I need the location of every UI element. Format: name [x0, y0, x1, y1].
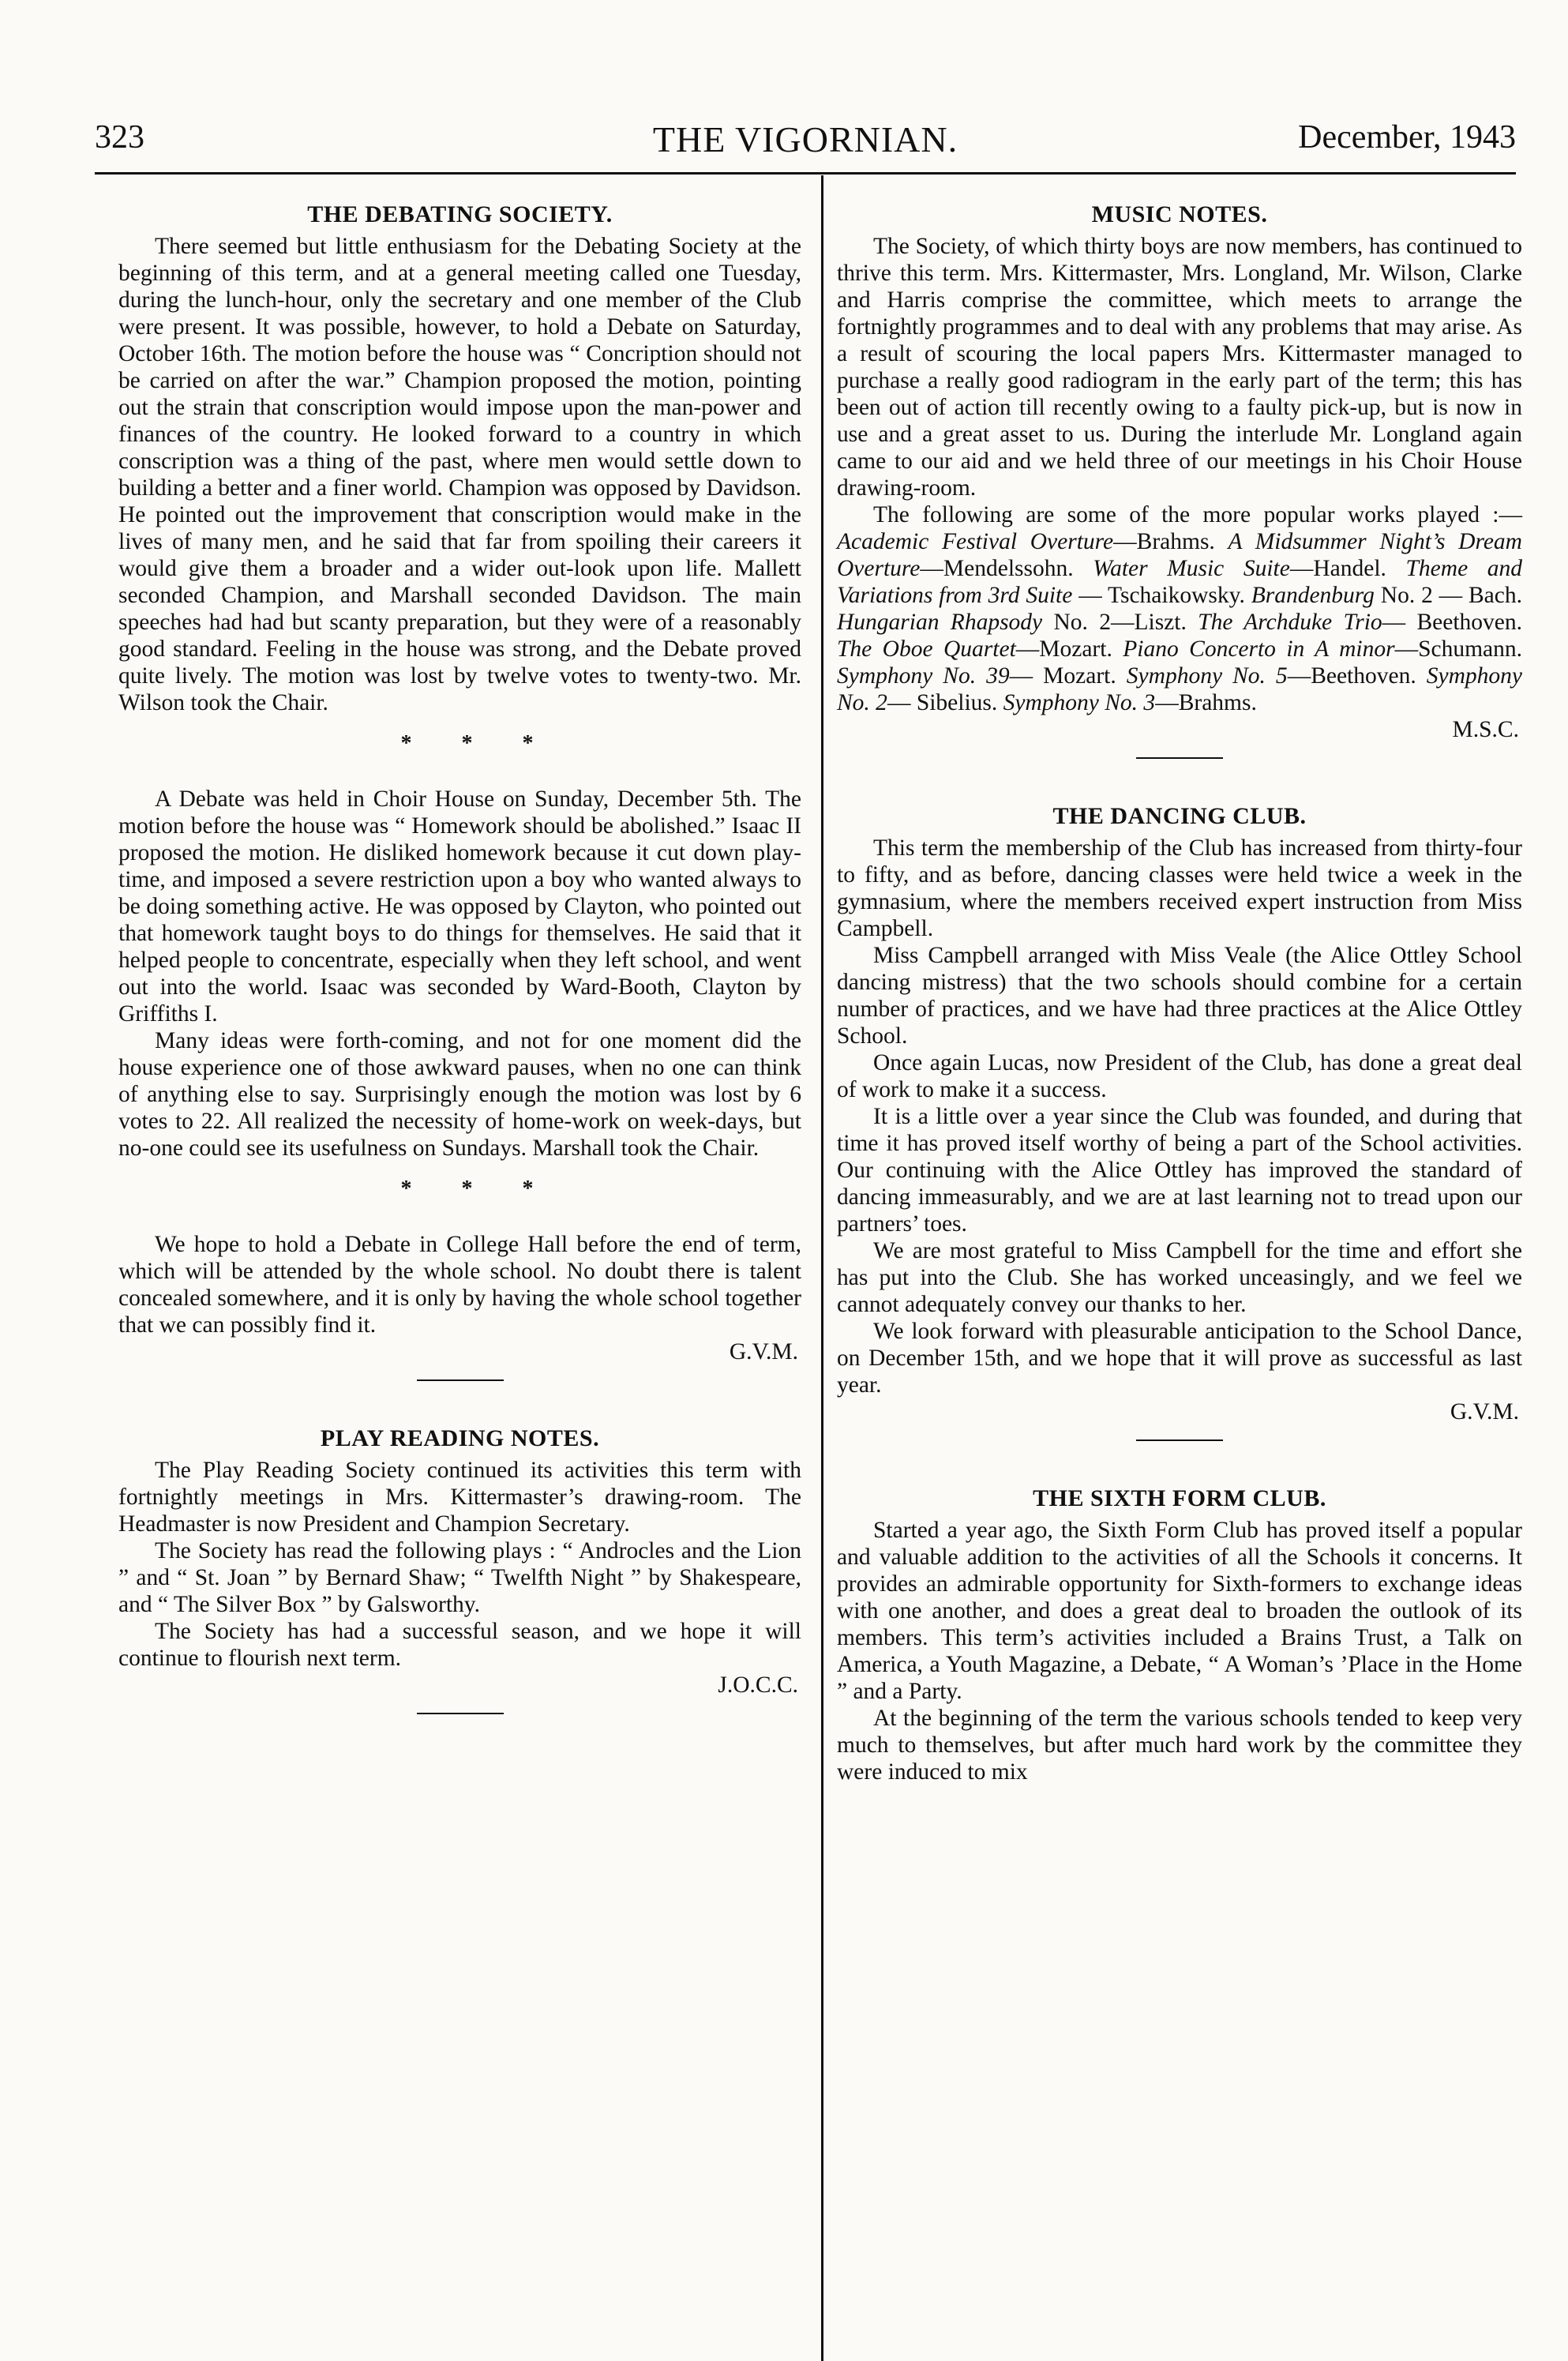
music-work-composer: — Beethoven. — [1382, 610, 1523, 635]
section-divider — [417, 1713, 504, 1714]
music-work-composer: —Handel. — [1289, 556, 1406, 581]
music-work-title: Symphony No. 5 — [1126, 663, 1288, 689]
music-work-composer: — Sibelius. — [887, 690, 1003, 715]
music-work-title: Theme and Variations from 3rd Suite — [837, 556, 1523, 608]
music-work-composer: —Brahms. — [1155, 690, 1257, 715]
music-work-title: Water Music Suite — [1093, 556, 1290, 581]
play-reading-signature: J.O.C.C. — [718, 1672, 798, 1698]
dancing-paragraph-3: Once again Lucas, now President of the Club, has done a great deal of work to make it a success. — [837, 1050, 1522, 1102]
sixth-form-paragraph-2: At the beginning of the term the various schools tended to keep very much to themselves, but after much hard work by the committee they were induced to mix — [837, 1706, 1522, 1785]
music-work-composer: —Beethoven. — [1287, 663, 1427, 689]
dancing-paragraph-2: Miss Campbell arranged with Miss Veale (the Alice Ottley School dancing mistress) that the two schools should combine for a certain number of practices, and we have had three practices at the Alice Ottley School. — [837, 943, 1522, 1049]
music-works-list — [837, 529, 1522, 715]
music-work-composer: — Tschaikowsky. — [1072, 583, 1251, 608]
music-work-composer: —Schumann. — [1394, 636, 1522, 662]
dancing-club-section — [837, 803, 1522, 1441]
debating-paragraph-3: Many ideas were forth-coming, and not for one moment did the house experience one of those awkward pauses, when no one can think of anything else to say. Surprisingly enough the motion was lost by 6 votes to 22. All realized the necessity of home-work on week-days, but no-one could see its usefulness on Sundays. Marshall took the Chair. — [118, 1028, 801, 1161]
music-notes-heading: MUSIC NOTES. — [1091, 201, 1268, 227]
column-divider — [821, 175, 823, 2361]
music-work-composer: No. 2 — Bach. — [1374, 583, 1522, 608]
play-reading-paragraph-3: The Society has had a successful season, and we hope it will continue to flourish next term. — [118, 1619, 801, 1671]
header-rule — [95, 172, 1516, 175]
dancing-paragraph-4: It is a little over a year since the Club was founded, and during that time it has proved itself worthy of being a part of the School activities. Our continuing with the Alice Ottley has improved the standard of dancing immeasurably, and we are at last learning not to tread upon our partners’ toes. — [837, 1104, 1522, 1237]
music-notes-section — [837, 201, 1522, 759]
sixth-form-club-heading: THE SIXTH FORM CLUB. — [1033, 1485, 1326, 1511]
sixth-form-paragraph-1: Started a year ago, the Sixth Form Club has proved itself a popular and valuable addition to the activities of all the Schools it concerns. It provides an admirable opportunity for Sixth-formers to exchange ideas with one another, and does a great deal to broaden the outlook of its members. This term’s activities included a Brains Trust, a Talk on America, a Youth Magazine, a Debate, “ A Woman’s ’Place in the Home ” and a Party. — [837, 1518, 1522, 1704]
music-work-title: The Oboe Quartet — [837, 636, 1016, 662]
music-paragraph-1: The Society, of which thirty boys are now members, has continued to thrive this term. Mrs. Kittermaster, Mrs. Longland, Mr. Wilson, Clarke and Harris comprise the committee, which meets to arrange the fortnightly programmes and to deal with any problems that may arise. As a result of scouring the local papers Mrs. Kittermaster managed to purchase a really good radiogram in the early part of the term; this has been out of action till recently owing to a faulty pick-up, but is now in use and a great asset to us. During the interlude Mr. Longland again came to our aid and we held three of our meetings in his Choir House drawing-room. — [837, 234, 1522, 501]
music-work-composer: —Mozart. — [1015, 636, 1123, 662]
debating-signature: G.V.M. — [729, 1339, 798, 1364]
music-work-composer: —Mendelssohn. — [920, 556, 1093, 581]
music-works-intro: The following are some of the more popular works played :— — [873, 502, 1522, 527]
music-work-composer: — Mozart. — [1009, 663, 1127, 689]
music-work-title: The Archduke Trio — [1198, 610, 1382, 635]
play-reading-paragraph-1: The Play Reading Society continued its activities this term with fortnightly meetings in Mrs. Kittermaster’s drawing-room. The Headmaster is now President and Champion Secretary. — [118, 1458, 801, 1537]
debating-paragraph-2: A Debate was held in Choir House on Sunday, December 5th. The motion before the house was “ Homework should be abolished.” Isaac II proposed the motion. He disliked homework because it cut down play-time, and imposed a severe restriction upon a boy who wanted always to be doing something active. He was opposed by Clayton, who pointed out that homework taught boys to do things for themselves. He said that it helped people to concentrate, especially when they left school, and went out into the world. Isaac was seconded by Ward-Booth, Clayton by Griffiths I. — [118, 786, 801, 1027]
journal-title: THE VIGORNIAN. — [652, 119, 958, 160]
dancing-club-heading: THE DANCING CLUB. — [1052, 803, 1307, 829]
right-column — [837, 201, 1522, 1785]
debating-paragraph-4: We hope to hold a Debate in College Hall before the end of term, which will be attended by the whole school. No doubt there is talent concealed somewhere, and it is only by having the whole school together that we can possibly find it. — [118, 1232, 801, 1338]
music-work-title: Symphony No. 2 — [837, 663, 1523, 715]
play-reading-paragraph-2: The Society has read the following plays : “ Androcles and the Lion ” and “ St. Joan ” by Bernard Shaw; “ Twelfth Night ” by Shakespeare, and “ The Silver Box ” by Galsworthy. — [118, 1538, 801, 1617]
dancing-paragraph-5: We are most grateful to Miss Campbell for the time and effort she has put into the Club. She has worked unceasingly, and we feel we cannot adequately convey our thanks to her. — [837, 1238, 1522, 1317]
music-work-title: Symphony No. 3 — [1003, 690, 1156, 715]
music-work-composer: No. 2—Liszt. — [1042, 610, 1199, 635]
debating-paragraph-1: There seemed but little enthusiasm for the Debating Society at the beginning of this term, and at a general meeting called one Tuesday, during the lunch-hour, only the secretary and one member of the Club were present. It was possible, however, to hold a Debate on Saturday, October 16th. The motion before the house was “ Concription should not be carried on after the war.” Champion proposed the motion, pointing out the strain that conscription would impose upon the man-power and finances of the country. He looked forward to a country in which conscription was a thing of the past, where men would settle down to building a better and a finer world. Champion was opposed by Davidson. He pointed out the improvement that conscription would make in the lives of many men, and he said that far from spoiling their careers it would give them a broader and a wider out-look upon life. Mallett seconded Champion, and Marshall seconded Davidson. The main speeches had had but scanty preparation, but they were of a reasonably good standard. Feeling in the house was strong, and the Debate proved quite lively. The motion was lost by twelve votes to twenty-two. Mr. Wilson took the Chair. — [118, 234, 801, 715]
page-number: 323 — [95, 119, 144, 156]
dancing-signature: G.V.M. — [1450, 1399, 1519, 1424]
section-stars: * * * — [400, 731, 556, 756]
sixth-form-club-section — [837, 1485, 1522, 1785]
dancing-paragraph-1: This term the membership of the Club has increased from thirty-four to fifty, and as before, dancing classes were held twice a week in the gymnasium, where the members received expert instruction from Miss Campbell. — [837, 835, 1522, 941]
music-work-title: Hungarian Rhapsody — [837, 610, 1043, 635]
music-work-composer: —Brahms. — [1113, 529, 1229, 554]
play-reading-heading: PLAY READING NOTES. — [320, 1425, 600, 1451]
dancing-paragraph-6: We look forward with pleasurable anticipation to the School Dance, on December 15th, and we hope that it will prove as successful as last year. — [837, 1319, 1522, 1398]
music-work-title: Symphony No. 39 — [837, 663, 1010, 689]
music-work-title: Piano Concerto in A minor — [1123, 636, 1395, 662]
music-works-paragraph — [837, 501, 1522, 716]
debating-society-heading: THE DEBATING SOCIETY. — [307, 201, 613, 227]
issue-date: December, 1943 — [1298, 119, 1516, 156]
page-header — [95, 118, 1516, 166]
debating-society-section — [118, 201, 801, 1381]
left-column — [118, 201, 801, 1714]
music-work-title: A Midsummer Night’s Dream Overture — [837, 529, 1522, 581]
music-work-title: Academic Festival Overture — [837, 529, 1114, 554]
section-stars: * * * — [400, 1177, 556, 1201]
play-reading-section — [118, 1425, 801, 1714]
music-signature: M.S.C. — [1452, 717, 1519, 742]
music-work-title: Brandenburg — [1251, 583, 1375, 608]
